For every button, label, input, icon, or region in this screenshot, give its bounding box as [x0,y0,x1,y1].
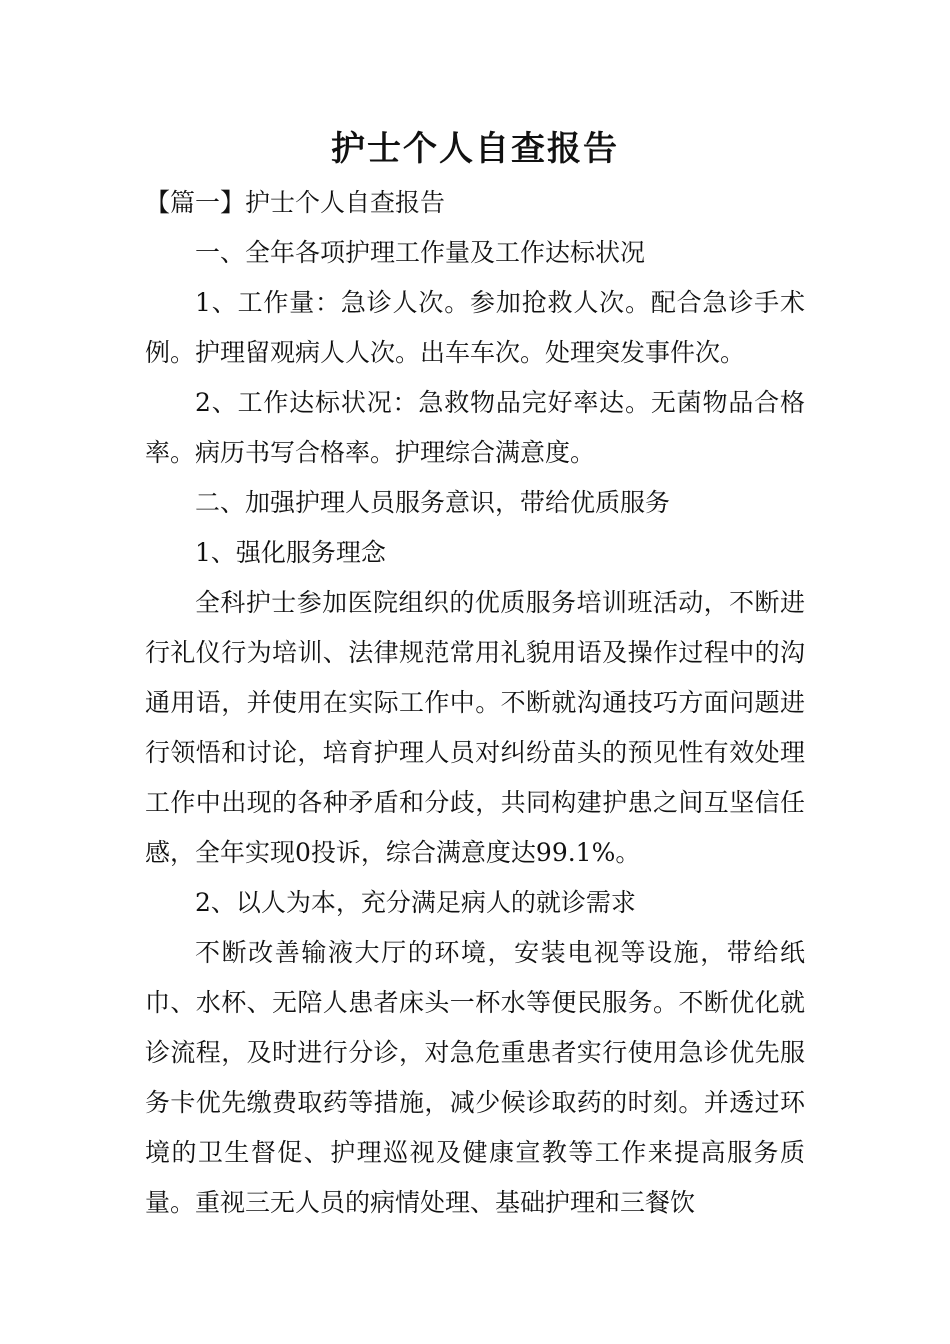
section-header: 【篇一】护士个人自查报告 [145,188,446,217]
document-body [145,178,805,1228]
heading-service-awareness: 二、加强护理人员服务意识，带给优质服务 [195,488,671,517]
heading-workload-status: 一、全年各项护理工作量及工作达标状况 [195,238,646,267]
paragraph-standards: 2、工作达标状况：急救物品完好率达。无菌物品合格率。病历书写合格率。护理综合满意度。 [145,388,805,467]
paragraph-workload: 1、工作量：急诊人次。参加抢救人次。配合急诊手术例。护理留观病人人次。出车车次。处理突发事件次。 [145,288,805,367]
paragraph-environment: 不断改善输液大厅的环境，安装电视等设施，带给纸巾、水杯、无陪人患者床头一杯水等便民服务。不断优化就诊流程，及时进行分诊，对急危重患者实行使用急诊优先服务卡优先缴费取药等措施，减少候诊取药的时刻。并透过环境的卫生督促、护理巡视及健康宣教等工作来提高服务质量。重视三无人员的病情处理、基础护理和三餐饮 [145,938,805,1217]
paragraph-service-training: 全科护士参加医院组织的优质服务培训班活动，不断进行礼仪行为培训、法律规范常用礼貌用语及操作过程中的沟通用语，并使用在实际工作中。不断就沟通技巧方面问题进行领悟和讨论，培育护理人员对纠纷苗头的预见性有效处理工作中出现的各种矛盾和分歧，共同构建护患之间互坚信任感，全年实现0投诉，综合满意度达99.1%。 [145,588,805,867]
document-title: 护士个人自查报告 [331,129,619,169]
subheading-service-concept: 1、强化服务理念 [195,538,386,567]
subheading-patient-needs: 2、以人为本，充分满足病人的就诊需求 [195,888,636,917]
